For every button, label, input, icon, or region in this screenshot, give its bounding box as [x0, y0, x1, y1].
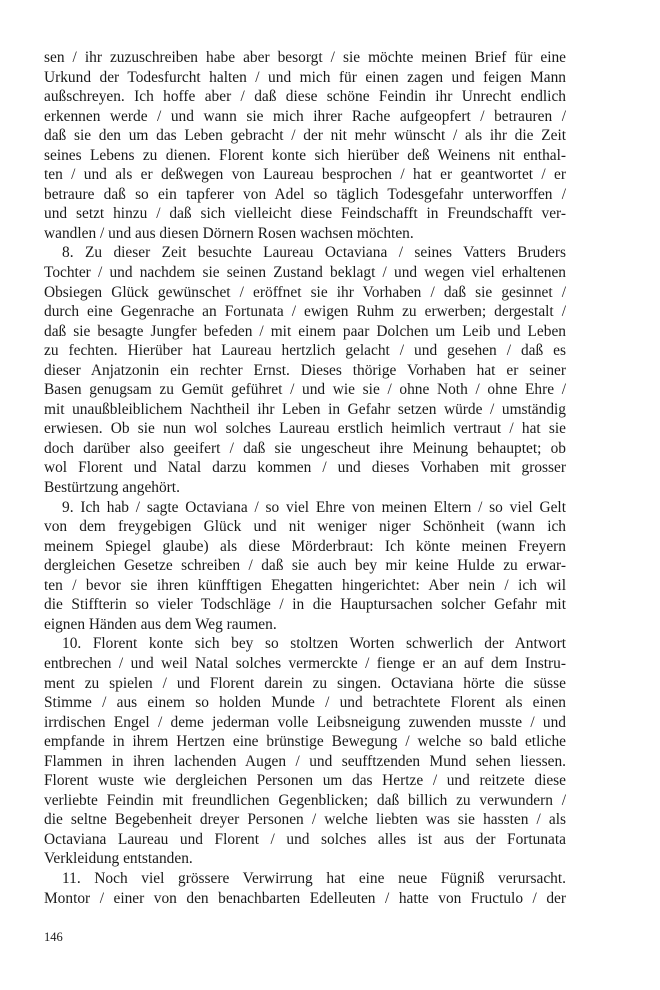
text-line: Verkleidung entstanden. [44, 850, 193, 868]
text-line: Basen genugsam zu Gemüt geführet / und wie sie / ohne Noth / ohne Ehre / [44, 381, 566, 399]
text-line: wandlen / und aus diesen Dörnern Rosen wachsen möchten. [44, 224, 414, 242]
text-line: daß sie den um das Leben gebracht / der nit mehr wünscht / als ihr die Zeit [44, 127, 566, 145]
text-line: zu fechten. Hierüber hat Laureau hertzlich gelacht / und gesehen / daß es [44, 342, 566, 360]
text-line: verliebte Feindin mit freundlichen Gegenblicken; daß billich zu verwundern / [44, 791, 566, 809]
text-line: meinem Spiegel glaube) als diese Mörderbraut: Ich könte meinen Freyern [44, 537, 566, 555]
text-line: erkennen werde / und wann sie mich ihrer Rache aufgeopfert / betrauren / [44, 107, 566, 125]
text-line: Montor / einer von den benachbarten Edelleuten / hatte von Fructulo / der [44, 889, 566, 907]
text-line: ment zu spielen / und Florent darein zu singen. Octaviana hörte die süsse [44, 674, 566, 692]
text-line: Flammen in ihren lachenden Augen / und seufftzenden Mund sehen liessen. [44, 752, 566, 770]
text-line: die Stiffterin so vieler Todschläge / in die Hauptursachen solcher Gefahr mit [44, 596, 566, 614]
text-line: eignen Händen aus dem Weg raumen. [44, 615, 277, 633]
text-line: seines Lebens zu dienen. Florent konte sich hierüber deß Weinens nit enthal- [44, 146, 566, 164]
page-body [44, 48, 566, 908]
text-line: Stimme / aus einem so holden Munde / und betrachtete Florent als einen [44, 694, 566, 712]
text-line: 11. Noch viel grössere Verwirrung hat eine neue Fügniß verursacht. [62, 869, 566, 887]
text-line: die seltne Begebenheit dreyer Personen / welche liebten was sie hassten / als [44, 811, 566, 829]
text-line: betraure daß so ein tapferer von Adel so täglich Todesgefahr unterworffen / [44, 185, 566, 203]
text-line: Octaviana Laureau und Florent / und solches alles ist aus der Fortunata [44, 830, 566, 848]
text-line: irrdischen Engel / deme jederman volle Leibsneigung zuwenden musste / und [44, 713, 566, 731]
text-line: und setzt hinzu / daß sich vielleicht diese Feindschafft in Freundschafft ver- [44, 205, 566, 223]
text-line: daß sie besagte Jungfer befeden / mit einem paar Dolchen um Leib und Leben [44, 322, 566, 340]
text-line: empfande in ihrem Hertzen eine brünstige Bewegung / welche so bald etliche [44, 733, 566, 751]
text-line: 8. Zu dieser Zeit besuchte Laureau Octaviana / seines Vatters Bruders [62, 244, 566, 262]
text-line: Obsiegen Glück gewünschet / eröffnet sie ihr Vorhaben / daß sie gesinnet / [44, 283, 566, 301]
page-number: 146 [44, 930, 63, 944]
text-line: 9. Ich hab / sagte Octaviana / so viel Ehre von meinen Eltern / so viel Gelt [62, 498, 566, 516]
text-line: 10. Florent konte sich bey so stoltzen Worten schwerlich der Antwort [62, 635, 566, 653]
text-line: doch darüber also geeifert / daß sie ungescheut ihre Meinung behauptet; ob [44, 439, 566, 457]
text-line: dieser Anjatzonin ein rechter Ernst. Dieses thörige Vorhaben hat er seiner [44, 361, 566, 379]
text-line: ten / und als er deßwegen von Laureau besprochen / hat er geantwortet / er [44, 166, 566, 184]
text-line: von dem freygebigen Glück und nit weniger niger Schönheit (wann ich [44, 518, 566, 536]
text-line: ten / bevor sie ihren künfftigen Ehegatten hingerichtet: Aber nein / ich wil [44, 576, 566, 594]
text-line: entbrechen / und weil Natal solches vermerckte / fienge er an auf dem Instru- [44, 654, 566, 672]
text-line: Tochter / und nachdem sie seinen Zustand beklagt / und wegen viel erhaltenen [44, 264, 566, 282]
text-line: Urkund der Todesfurcht halten / und mich für einen zagen und feigen Mann [44, 68, 566, 86]
text-line: wol Florent und Natal darzu kommen / und dieses Vorhaben mit grosser [44, 459, 566, 477]
text-line: sen / ihr zuzuschreiben habe aber besorgt / sie möchte meinen Brief für eine [44, 49, 566, 66]
text-line: Florent wuste wie dergleichen Personen um das Hertze / und reitzete diese [44, 772, 566, 790]
text-line: mit unaußbleiblichem Nachtheil ihr Leben in Gefahr setzen würde / umständig [44, 400, 566, 418]
text-line: außschreyen. Ich hoffe aber / daß diese schöne Feindin ihr Unrecht endlich [44, 88, 566, 106]
text-line: erwiesen. Ob sie nun wol solches Laureau erstlich heimlich vertraut / hat sie [44, 420, 566, 438]
text-line: durch eine Gegenrache an Fortunata / ewigen Ruhm zu erwerben; dergestalt / [44, 303, 566, 321]
text-line: dergleichen Gesetze schreiben / daß sie auch bey mir keine Hulde zu erwar- [44, 557, 566, 575]
text-line: Bestürtzung angehört. [44, 479, 180, 497]
